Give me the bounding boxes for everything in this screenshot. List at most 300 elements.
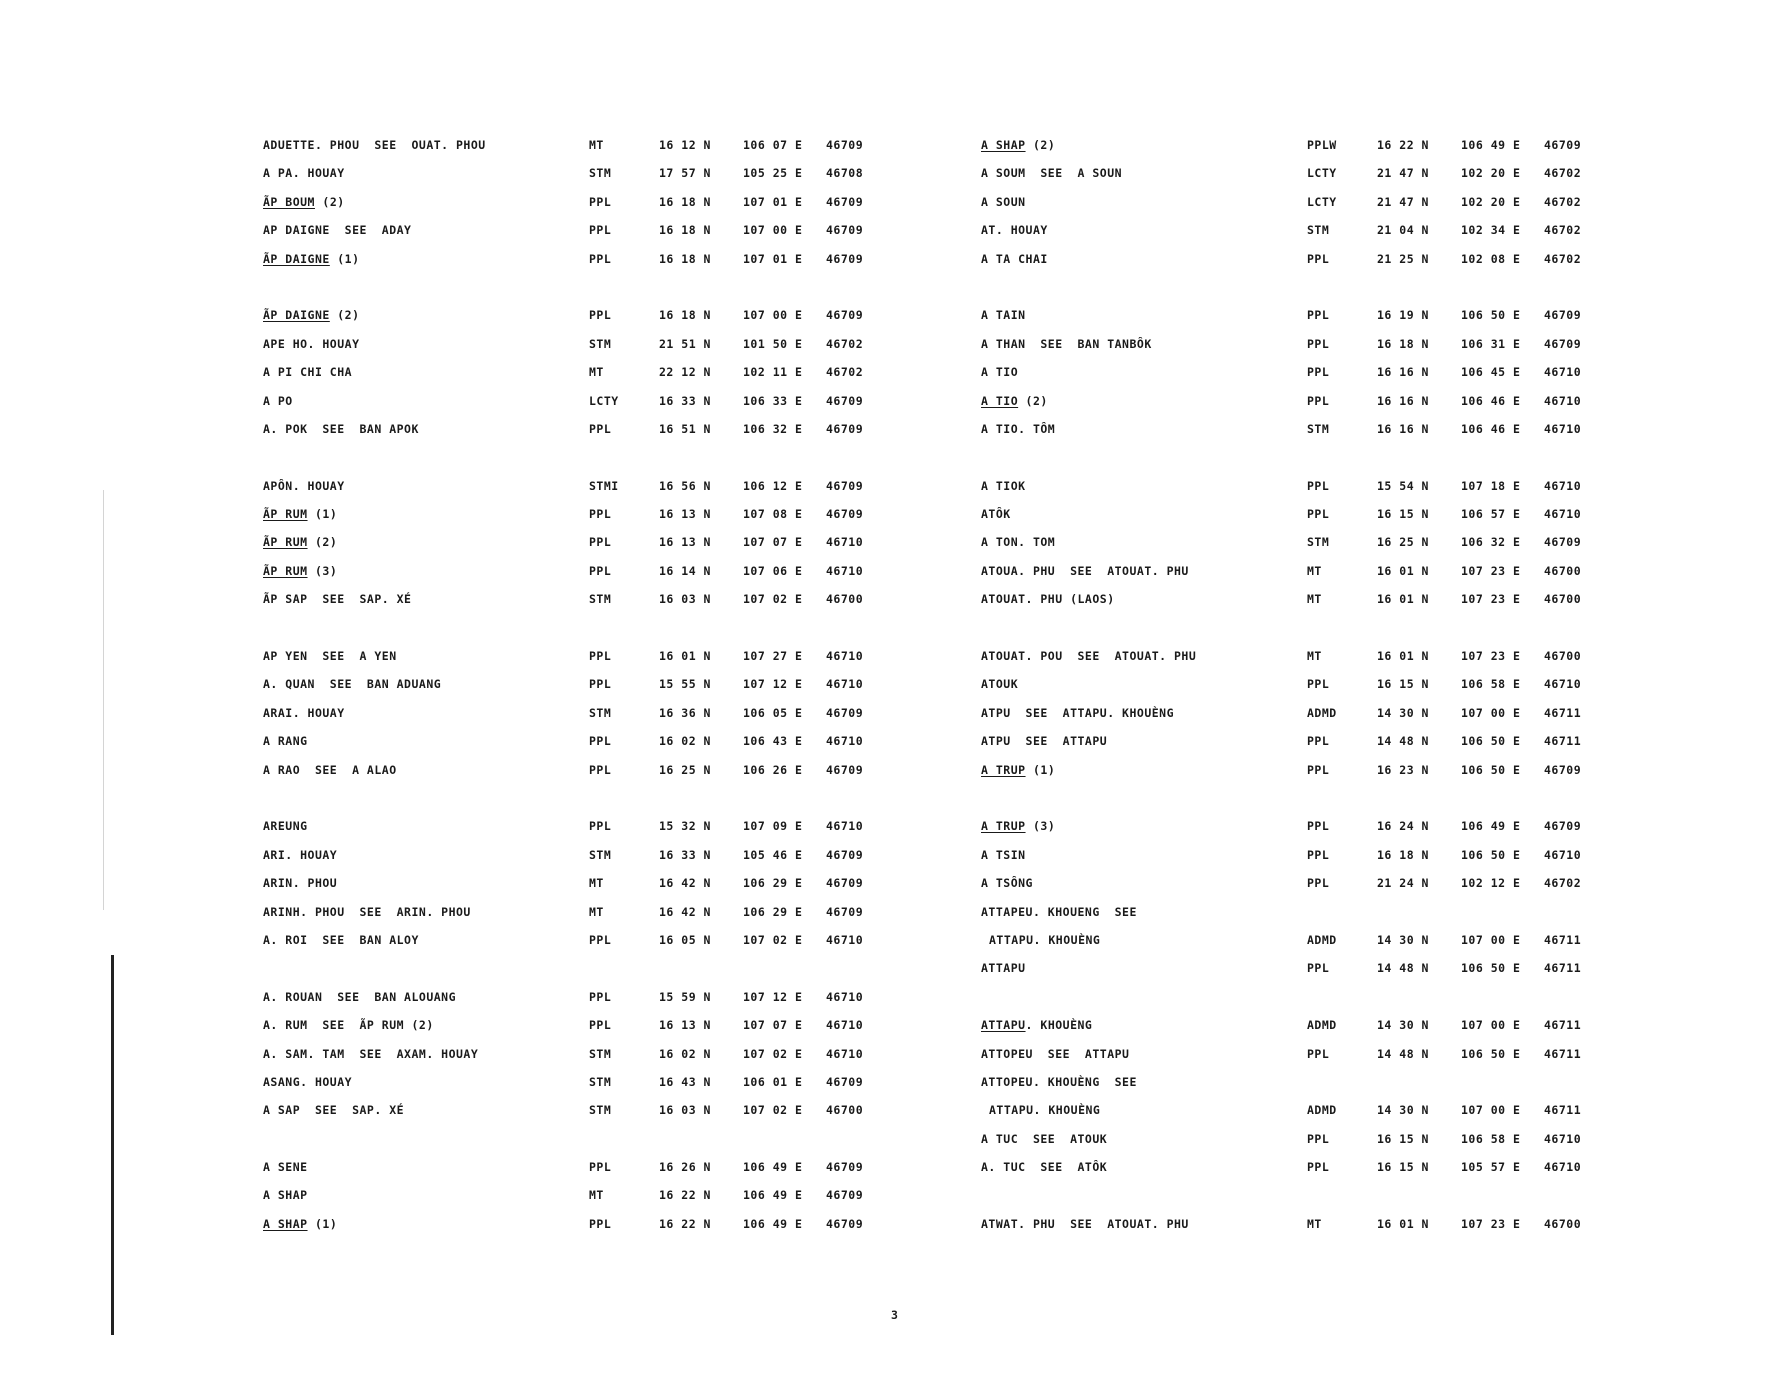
place-name: ARI. HOUAY (263, 847, 338, 862)
feature-type: PPL (589, 1216, 612, 1231)
latitude: 16 33 N (659, 393, 711, 408)
feature-type: PPL (1307, 847, 1330, 862)
sheet-code: 46709 (826, 421, 864, 436)
feature-type: PPL (1307, 251, 1330, 266)
longitude: 107 01 E (743, 194, 803, 209)
sheet-code: 46709 (826, 1074, 864, 1089)
longitude: 107 01 E (743, 251, 803, 266)
place-name: AP YEN SEE A YEN (263, 649, 397, 664)
sheet-code: 46711 (1544, 1046, 1582, 1061)
latitude: 16 22 N (659, 1188, 711, 1203)
latitude: 16 18 N (659, 223, 711, 238)
sheet-code: 46710 (826, 1046, 864, 1061)
place-name-underlined: ÃP RUM (263, 563, 308, 578)
place-name: ATTAPEU. KHOUENG SEE (981, 904, 1137, 919)
longitude: 102 12 E (1461, 876, 1521, 891)
feature-type: STMI (589, 478, 619, 493)
longitude: 107 00 E (743, 308, 803, 323)
latitude: 16 01 N (1377, 592, 1429, 607)
place-name: A. QUAN SEE BAN ADUANG (263, 677, 442, 692)
latitude: 15 54 N (1377, 478, 1429, 493)
latitude: 16 02 N (659, 734, 711, 749)
sheet-code: 46700 (826, 1103, 864, 1118)
feature-type: STM (589, 1046, 612, 1061)
longitude: 107 02 E (743, 1046, 803, 1061)
feature-type: PPL (589, 194, 612, 209)
feature-type: PPL (589, 1018, 612, 1033)
longitude: 106 31 E (1461, 336, 1521, 351)
latitude: 16 24 N (1377, 819, 1429, 834)
feature-type: MT (589, 876, 604, 891)
longitude: 106 49 E (743, 1216, 803, 1231)
place-name: ARIN. PHOU (263, 876, 338, 891)
longitude: 106 49 E (1461, 819, 1521, 834)
sheet-code: 46710 (1544, 507, 1582, 522)
feature-type: PPL (1307, 876, 1330, 891)
place-name: ÃP DAIGNE (2) (263, 308, 360, 323)
longitude: 102 20 E (1461, 166, 1521, 181)
feature-type: MT (1307, 1216, 1322, 1231)
latitude: 16 18 N (659, 194, 711, 209)
feature-type: PPL (589, 932, 612, 947)
latitude: 16 42 N (659, 904, 711, 919)
place-name-underlined: A SHAP (263, 1216, 308, 1231)
place-name: A SENE (263, 1160, 308, 1175)
feature-type: STM (589, 705, 612, 720)
sheet-code: 46710 (826, 819, 864, 834)
longitude: 105 57 E (1461, 1160, 1521, 1175)
sheet-code: 46710 (826, 649, 864, 664)
place-name: A TIOK (981, 478, 1026, 493)
place-name: APÔN. HOUAY (263, 478, 345, 493)
place-name: ATOUAT. PHU (LAOS) (981, 592, 1115, 607)
feature-type: MT (589, 1188, 604, 1203)
latitude: 16 23 N (1377, 762, 1429, 777)
place-name: ARAI. HOUAY (263, 705, 345, 720)
place-name: A TRUP (3) (981, 819, 1056, 834)
place-name: ATTAPU. KHOUÈNG (989, 932, 1101, 947)
feature-type: PPL (1307, 336, 1330, 351)
latitude: 14 48 N (1377, 734, 1429, 749)
place-name: A PO (263, 393, 293, 408)
place-name: ÃP SAP SEE SAP. XÉ (263, 592, 412, 607)
place-name: A TUC SEE ATOUK (981, 1131, 1108, 1146)
place-name: AP DAIGNE SEE ADAY (263, 223, 412, 238)
place-name: ASANG. HOUAY (263, 1074, 353, 1089)
sheet-code: 46711 (1544, 734, 1582, 749)
place-name-underlined: ÃP DAIGNE (263, 308, 330, 323)
place-name: AREUNG (263, 819, 308, 834)
feature-type: STM (589, 847, 612, 862)
feature-type: STM (589, 166, 612, 181)
left-margin-binding-line (111, 955, 114, 1335)
latitude: 21 24 N (1377, 876, 1429, 891)
sheet-code: 46709 (1544, 336, 1582, 351)
feature-type: PPL (1307, 393, 1330, 408)
feature-type: PPL (589, 734, 612, 749)
longitude: 107 00 E (1461, 1018, 1521, 1033)
sheet-code: 46709 (826, 507, 864, 522)
place-name: A TIO. TÔM (981, 421, 1056, 436)
sheet-code: 46709 (826, 194, 864, 209)
longitude: 106 26 E (743, 762, 803, 777)
place-name: ADUETTE. PHOU SEE OUAT. PHOU (263, 138, 486, 152)
latitude: 16 43 N (659, 1074, 711, 1089)
place-name: ÃP RUM (2) (263, 535, 338, 550)
sheet-code: 46709 (1544, 819, 1582, 834)
place-name: APE HO. HOUAY (263, 336, 360, 351)
place-name: A TA CHAI (981, 251, 1048, 266)
feature-type: PPL (589, 762, 612, 777)
sheet-code: 46710 (1544, 1160, 1582, 1175)
latitude: 16 36 N (659, 705, 711, 720)
place-name: A THAN SEE BAN TANBÔK (981, 336, 1152, 351)
longitude: 106 05 E (743, 705, 803, 720)
latitude: 21 51 N (659, 336, 711, 351)
place-name: ÃP RUM (1) (263, 507, 338, 522)
feature-type: PPL (589, 535, 612, 550)
sheet-code: 46710 (1544, 847, 1582, 862)
latitude: 21 25 N (1377, 251, 1429, 266)
sheet-code: 46702 (1544, 166, 1582, 181)
place-name: A SHAP (263, 1188, 308, 1203)
sheet-code: 46709 (1544, 535, 1582, 550)
latitude: 16 22 N (659, 1216, 711, 1231)
sheet-code: 46709 (826, 1160, 864, 1175)
place-name: A PA. HOUAY (263, 166, 345, 181)
sheet-code: 46708 (826, 166, 864, 181)
place-name: A PI CHI CHA (263, 365, 353, 380)
feature-type: PPL (1307, 365, 1330, 380)
latitude: 16 56 N (659, 478, 711, 493)
sheet-code: 46709 (826, 393, 864, 408)
sheet-code: 46709 (826, 762, 864, 777)
longitude: 106 49 E (743, 1188, 803, 1203)
feature-type: PPL (1307, 1131, 1330, 1146)
longitude: 107 18 E (1461, 478, 1521, 493)
longitude: 106 46 E (1461, 393, 1521, 408)
longitude: 102 11 E (743, 365, 803, 380)
sheet-code: 46702 (826, 336, 864, 351)
place-name: A SHAP (1) (263, 1216, 338, 1231)
sheet-code: 46709 (1544, 138, 1582, 152)
longitude: 101 50 E (743, 336, 803, 351)
latitude: 16 16 N (1377, 393, 1429, 408)
sheet-code: 46710 (826, 734, 864, 749)
place-name: A TSIN (981, 847, 1026, 862)
feature-type: STM (1307, 421, 1330, 436)
longitude: 106 49 E (743, 1160, 803, 1175)
sheet-code: 46710 (826, 1018, 864, 1033)
feature-type: PPL (589, 507, 612, 522)
place-name: A. POK SEE BAN APOK (263, 421, 419, 436)
place-name-underlined: A SHAP (981, 138, 1026, 152)
feature-type: MT (1307, 563, 1322, 578)
latitude: 16 02 N (659, 1046, 711, 1061)
longitude: 102 34 E (1461, 223, 1521, 238)
feature-type: STM (589, 1074, 612, 1089)
place-name: ÃP DAIGNE (1) (263, 251, 360, 266)
longitude: 107 00 E (1461, 1103, 1521, 1118)
place-name: ATPU SEE ATTAPU. KHOUÈNG (981, 705, 1175, 720)
place-name: ÃP BOUM (2) (263, 194, 345, 209)
latitude: 16 25 N (1377, 535, 1429, 550)
feature-type: PPL (589, 223, 612, 238)
longitude: 107 23 E (1461, 563, 1521, 578)
longitude: 107 06 E (743, 563, 803, 578)
feature-type: MT (1307, 592, 1322, 607)
longitude: 107 00 E (1461, 705, 1521, 720)
place-name: ATTAPU. KHOUÈNG (981, 1018, 1093, 1033)
feature-type: PPL (1307, 1160, 1330, 1175)
feature-type: PPL (1307, 1046, 1330, 1061)
feature-type: PPL (589, 819, 612, 834)
feature-type: ADMD (1307, 932, 1337, 947)
longitude: 107 12 E (743, 677, 803, 692)
latitude: 14 30 N (1377, 1103, 1429, 1118)
longitude: 107 23 E (1461, 649, 1521, 664)
latitude: 16 18 N (1377, 847, 1429, 862)
sheet-code: 46711 (1544, 705, 1582, 720)
place-name: ATTOPEU. KHOUÈNG SEE (981, 1074, 1137, 1089)
place-name: A. RUM SEE ÃP RUM (2) (263, 1018, 434, 1033)
longitude: 106 33 E (743, 393, 803, 408)
place-name: ATTOPEU SEE ATTAPU (981, 1046, 1130, 1061)
place-name: A. ROI SEE BAN ALOY (263, 932, 419, 947)
sheet-code: 46710 (1544, 421, 1582, 436)
longitude: 107 00 E (743, 223, 803, 238)
feature-type: PPLW (1307, 138, 1337, 152)
feature-type: PPL (589, 677, 612, 692)
longitude: 106 58 E (1461, 677, 1521, 692)
longitude: 105 46 E (743, 847, 803, 862)
feature-type: PPL (589, 421, 612, 436)
feature-type: MT (589, 138, 604, 152)
sheet-code: 46700 (1544, 592, 1582, 607)
longitude: 107 00 E (1461, 932, 1521, 947)
place-name: A. ROUAN SEE BAN ALOUANG (263, 989, 457, 1004)
longitude: 106 32 E (743, 421, 803, 436)
latitude: 16 16 N (1377, 365, 1429, 380)
longitude: 106 50 E (1461, 847, 1521, 862)
longitude: 102 08 E (1461, 251, 1521, 266)
sheet-code: 46702 (826, 365, 864, 380)
latitude: 16 19 N (1377, 308, 1429, 323)
feature-type: STM (589, 1103, 612, 1118)
place-name: A. TUC SEE ATÔK (981, 1160, 1108, 1175)
longitude: 107 27 E (743, 649, 803, 664)
feature-type: LCTY (589, 393, 619, 408)
feature-type: PPL (1307, 734, 1330, 749)
sheet-code: 46702 (1544, 223, 1582, 238)
longitude: 106 07 E (743, 138, 803, 152)
sheet-code: 46709 (1544, 308, 1582, 323)
longitude: 106 46 E (1461, 421, 1521, 436)
feature-type: PPL (589, 308, 612, 323)
feature-type: PPL (1307, 762, 1330, 777)
feature-type: PPL (589, 1160, 612, 1175)
feature-type: PPL (589, 251, 612, 266)
latitude: 16 18 N (1377, 336, 1429, 351)
place-name: A TIO (2) (981, 393, 1048, 408)
place-name: A SOUM SEE A SOUN (981, 166, 1123, 181)
place-name: A TSÔNG (981, 876, 1033, 891)
feature-type: ADMD (1307, 705, 1337, 720)
place-name: ATTAPU. KHOUÈNG (989, 1103, 1101, 1118)
feature-type: LCTY (1307, 166, 1337, 181)
longitude: 107 23 E (1461, 592, 1521, 607)
place-name: ATPU SEE ATTAPU (981, 734, 1108, 749)
place-name-underlined: ÃP BOUM (263, 194, 315, 209)
place-name: A TRUP (1) (981, 762, 1056, 777)
feature-type: PPL (1307, 478, 1330, 493)
page-number: 3 (891, 1308, 899, 1322)
place-name: A RAO SEE A ALAO (263, 762, 397, 777)
longitude: 106 50 E (1461, 762, 1521, 777)
place-name: A TON. TOM (981, 535, 1056, 550)
longitude: 106 50 E (1461, 961, 1521, 976)
place-name-underlined: ÃP DAIGNE (263, 251, 330, 266)
feature-type: PPL (589, 563, 612, 578)
sheet-code: 46702 (1544, 194, 1582, 209)
sheet-code: 46710 (1544, 478, 1582, 493)
latitude: 16 13 N (659, 535, 711, 550)
sheet-code: 46709 (826, 1188, 864, 1203)
latitude: 21 47 N (1377, 194, 1429, 209)
longitude: 102 20 E (1461, 194, 1521, 209)
longitude: 107 02 E (743, 1103, 803, 1118)
latitude: 16 05 N (659, 932, 711, 947)
latitude: 14 48 N (1377, 961, 1429, 976)
latitude: 16 14 N (659, 563, 711, 578)
sheet-code: 46711 (1544, 1103, 1582, 1118)
place-name: ÃP RUM (3) (263, 563, 338, 578)
sheet-code: 46709 (826, 705, 864, 720)
latitude: 16 22 N (1377, 138, 1429, 152)
latitude: 14 30 N (1377, 932, 1429, 947)
feature-type: PPL (589, 989, 612, 1004)
latitude: 16 18 N (659, 308, 711, 323)
sheet-code: 46709 (826, 904, 864, 919)
sheet-code: 46710 (826, 932, 864, 947)
feature-type: PPL (1307, 308, 1330, 323)
latitude: 16 51 N (659, 421, 711, 436)
sheet-code: 46700 (826, 592, 864, 607)
sheet-code: 46711 (1544, 1018, 1582, 1033)
longitude: 107 09 E (743, 819, 803, 834)
longitude: 106 58 E (1461, 1131, 1521, 1146)
longitude: 106 01 E (743, 1074, 803, 1089)
feature-type: STM (1307, 223, 1330, 238)
sheet-code: 46709 (826, 138, 864, 152)
sheet-code: 46711 (1544, 932, 1582, 947)
longitude: 107 02 E (743, 932, 803, 947)
sheet-code: 46710 (1544, 365, 1582, 380)
sheet-code: 46709 (826, 478, 864, 493)
feature-type: PPL (1307, 819, 1330, 834)
longitude: 106 50 E (1461, 308, 1521, 323)
longitude: 106 49 E (1461, 138, 1521, 152)
sheet-code: 46709 (826, 308, 864, 323)
place-name-underlined: ÃP RUM (263, 535, 308, 550)
sheet-code: 46709 (826, 847, 864, 862)
feature-type: ADMD (1307, 1103, 1337, 1118)
place-name: A SAP SEE SAP. XÉ (263, 1103, 405, 1118)
feature-type: LCTY (1307, 194, 1337, 209)
feature-type: ADMD (1307, 1018, 1337, 1033)
place-name: ATÔK (981, 507, 1011, 522)
latitude: 16 13 N (659, 507, 711, 522)
latitude: 16 03 N (659, 1103, 711, 1118)
place-name: A. SAM. TAM SEE AXAM. HOUAY (263, 1046, 479, 1061)
sheet-code: 46710 (826, 989, 864, 1004)
sheet-code: 46700 (1544, 649, 1582, 664)
longitude: 106 43 E (743, 734, 803, 749)
sheet-code: 46709 (826, 251, 864, 266)
latitude: 16 33 N (659, 847, 711, 862)
feature-type: STM (1307, 535, 1330, 550)
sheet-code: 46700 (1544, 563, 1582, 578)
place-name-underlined: A TIO (981, 393, 1019, 408)
longitude: 106 57 E (1461, 507, 1521, 522)
feature-type: STM (589, 592, 612, 607)
left-margin-faint-line (103, 490, 104, 910)
feature-type: STM (589, 336, 612, 351)
longitude: 106 29 E (743, 876, 803, 891)
place-name: ATOUK (981, 677, 1019, 692)
longitude: 107 23 E (1461, 1216, 1521, 1231)
latitude: 16 01 N (1377, 563, 1429, 578)
sheet-code: 46710 (1544, 393, 1582, 408)
feature-type: PPL (1307, 677, 1330, 692)
latitude: 16 18 N (659, 251, 711, 266)
sheet-code: 46709 (826, 876, 864, 891)
feature-type: PPL (1307, 961, 1330, 976)
latitude: 14 30 N (1377, 705, 1429, 720)
sheet-code: 46710 (826, 535, 864, 550)
feature-type: PPL (1307, 507, 1330, 522)
longitude: 107 07 E (743, 535, 803, 550)
longitude: 107 07 E (743, 1018, 803, 1033)
latitude: 16 15 N (1377, 677, 1429, 692)
place-name-underlined: A TRUP (981, 762, 1026, 777)
feature-type: MT (1307, 649, 1322, 664)
feature-type: MT (589, 904, 604, 919)
place-name: ATOUAT. POU SEE ATOUAT. PHU (981, 649, 1197, 664)
sheet-code: 46710 (1544, 1131, 1582, 1146)
latitude: 22 12 N (659, 365, 711, 380)
place-name: ATOUA. PHU SEE ATOUAT. PHU (981, 563, 1189, 578)
longitude: 106 29 E (743, 904, 803, 919)
feature-type: MT (589, 365, 604, 380)
longitude: 105 25 E (743, 166, 803, 181)
latitude: 15 32 N (659, 819, 711, 834)
longitude: 106 50 E (1461, 1046, 1521, 1061)
latitude: 16 26 N (659, 1160, 711, 1175)
latitude: 21 47 N (1377, 166, 1429, 181)
latitude: 16 25 N (659, 762, 711, 777)
latitude: 16 15 N (1377, 507, 1429, 522)
longitude: 106 32 E (1461, 535, 1521, 550)
latitude: 14 48 N (1377, 1046, 1429, 1061)
latitude: 15 59 N (659, 989, 711, 1004)
place-name-underlined: ATTAPU (981, 1018, 1026, 1033)
longitude: 106 50 E (1461, 734, 1521, 749)
sheet-code: 46700 (1544, 1216, 1582, 1231)
latitude: 17 57 N (659, 166, 711, 181)
latitude: 16 13 N (659, 1018, 711, 1033)
latitude: 16 42 N (659, 876, 711, 891)
